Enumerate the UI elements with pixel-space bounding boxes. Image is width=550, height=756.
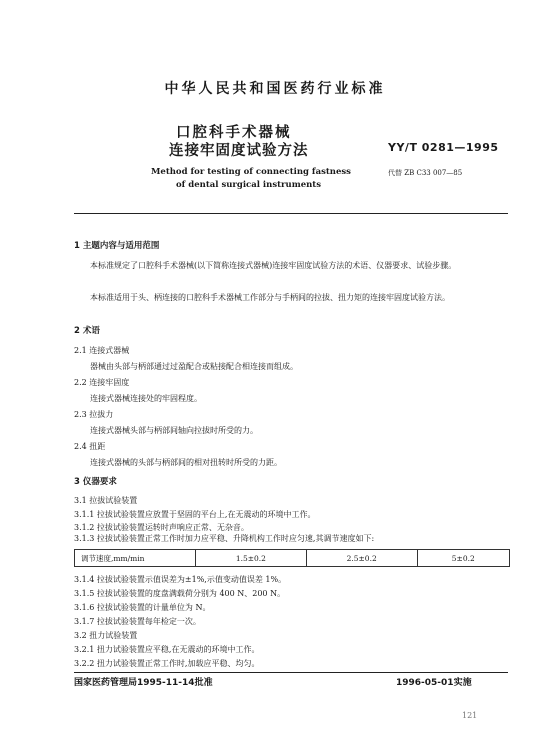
clause-3-1: 3.1 拉拔试验装置 bbox=[74, 496, 138, 505]
term-2-4: 2.4 扭距 bbox=[74, 442, 106, 451]
clause-3-1-1: 3.1.1 拉拔试验装置应放置于坚固的平台上,在无震动的环境中工作。 bbox=[74, 510, 316, 519]
document-title-line2: 连接牢固度试验方法 bbox=[169, 143, 309, 159]
term-2-2: 2.2 连接牢固度 bbox=[74, 378, 130, 387]
term-2-4-definition: 连接式器械的头部与柄部间的相对扭转时所受的力距。 bbox=[90, 458, 282, 467]
clause-3-1-5: 3.1.5 拉拔试验装置的度盘满载荷分别为 400 N、200 N。 bbox=[74, 589, 286, 598]
term-2-3: 2.3 拉拔力 bbox=[74, 410, 114, 419]
speed-table bbox=[74, 549, 510, 567]
table-row bbox=[75, 550, 510, 567]
clause-3-2-2: 3.2.2 扭力试验装置正常工作时,加载应平稳、均匀。 bbox=[74, 659, 260, 668]
section-1-paragraph-1: 本标准规定了口腔科手术器械(以下简称连接式器械)连接牢固度试验方法的术语、仪器要求、试验步骤。 bbox=[90, 261, 457, 270]
english-title-line2: of dental surgical instruments bbox=[176, 180, 321, 190]
clause-3-1-7: 3.1.7 拉拔试验装置每年检定一次。 bbox=[74, 617, 201, 626]
speed-value-cell: 1.5±0.2 bbox=[196, 550, 307, 567]
clause-3-2-1: 3.2.1 扭力试验装置应平稳,在无震动的环境中工作。 bbox=[74, 645, 260, 654]
approval-date: 国家医药管理局1995-11-14批准 bbox=[74, 678, 213, 688]
speed-value-cell: 5±0.2 bbox=[417, 550, 509, 567]
section-3-title: 3 仪器要求 bbox=[74, 477, 117, 487]
clause-3-1-4: 3.1.4 拉拔试验装置示值误差为±1%,示值变动值误差 1%。 bbox=[74, 575, 287, 584]
effective-date: 1996-05-01实施 bbox=[396, 678, 472, 688]
english-title-line1: Method for testing of connecting fastness bbox=[151, 167, 351, 177]
clause-3-1-3: 3.1.3 拉拔试验装置正常工作时加力应平稳、升降机构工作时应匀速,其调节速度如下: bbox=[74, 534, 375, 543]
clause-3-1-6: 3.1.6 拉拔试验装置的计量单位为 N。 bbox=[74, 603, 211, 612]
section-1-title: 1 主题内容与适用范围 bbox=[74, 241, 160, 251]
replaces-note: 代替 ZB C33 007—85 bbox=[388, 169, 463, 177]
term-2-1-definition: 器械由头部与柄部通过过盈配合或粘接配合相连接而组成。 bbox=[90, 362, 298, 371]
term-2-2-definition: 连接式器械连接处的牢固程度。 bbox=[90, 394, 202, 403]
term-2-3-definition: 连接式器械头部与柄部间轴向拉拔时所受的力。 bbox=[90, 426, 258, 435]
footer-rule bbox=[74, 672, 508, 673]
section-2-title: 2 术语 bbox=[74, 326, 100, 336]
clause-3-2: 3.2 扭力试验装置 bbox=[74, 631, 138, 640]
document-title-line1: 口腔科手术器械 bbox=[176, 125, 292, 141]
page-number: 121 bbox=[462, 711, 478, 720]
issuer-title: 中华人民共和国医药行业标准 bbox=[164, 81, 386, 97]
clause-3-1-2: 3.1.2 拉拔试验装置运转时声响应正常、无杂音。 bbox=[74, 523, 249, 532]
speed-label-cell: 调节速度,mm/min bbox=[75, 550, 196, 567]
standard-number: YY/T 0281—1995 bbox=[388, 141, 499, 154]
speed-value-cell: 2.5±0.2 bbox=[306, 550, 417, 567]
section-1-paragraph-2: 本标准适用于头、柄连接的口腔科手术器械工作部分与手柄间的拉拔、扭力矩的连接牢固度试验方法。 bbox=[90, 293, 450, 302]
term-2-1: 2.1 连接式器械 bbox=[74, 346, 130, 355]
header-rule bbox=[74, 213, 508, 214]
